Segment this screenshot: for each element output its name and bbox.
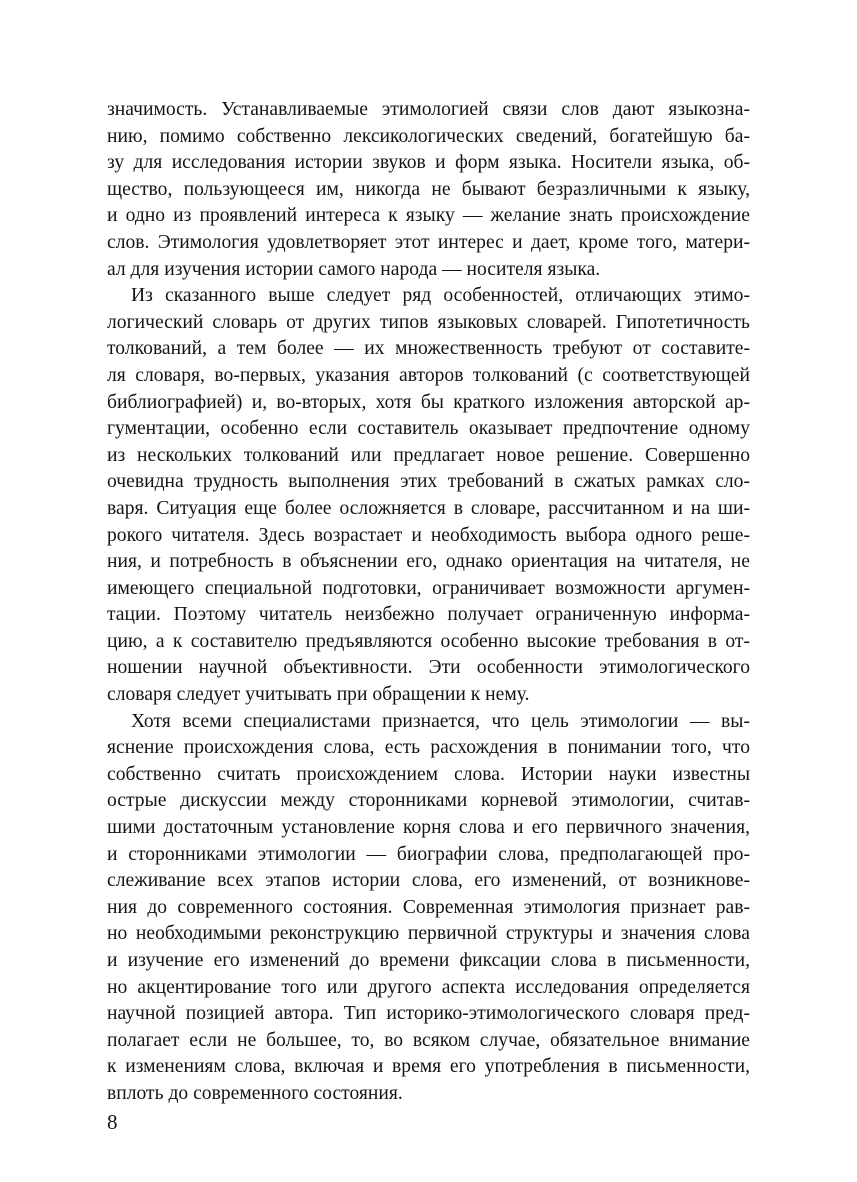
text-line: вплоть до современного состояния.	[107, 1082, 403, 1104]
text-line: имеющего специальной подготовки, ограничивает возможности аргумен-	[107, 577, 750, 599]
text-line: и одно из проявлений интереса к языку — желание знать происхождение	[107, 205, 750, 227]
body-text	[107, 97, 750, 1108]
text-line: ния, и потребность в объяснении его, однако ориентация на читателя, не	[107, 551, 750, 573]
text-line: зу для исследования истории звуков и форм языка. Носители языка, об-	[107, 152, 750, 174]
text-line: библиографией) и, во-вторых, хотя бы краткого изложения авторской ар-	[107, 391, 750, 413]
text-line: острые дискуссии между сторонниками корневой этимологии, считав-	[107, 790, 750, 812]
text-line: ношении научной объективности. Эти особенности этимологического	[107, 657, 750, 679]
text-line: ния до современного состояния. Современная этимология признает рав-	[107, 896, 750, 918]
text-line: цию, а к составителю предъявляются особенно высокие требования в от-	[107, 630, 750, 652]
text-line: слеживание всех этапов истории слова, его изменений, от возникнове-	[107, 870, 750, 892]
text-line: и изучение его изменений до времени фиксации слова в письменности,	[107, 950, 750, 971]
text-line: но необходимыми реконструкцию первичной структуры и значения слова	[107, 923, 750, 945]
text-line: из нескольких толкований или предлагает новое решение. Совершенно	[107, 444, 750, 466]
text-line: Хотя всеми специалистами признается, что цель этимологии — вы-	[131, 710, 750, 732]
text-line: логический словарь от других типов языковых словарей. Гипотетичность	[107, 311, 750, 333]
text-line: собственно считать происхождением слова. Истории науки известны	[107, 763, 750, 785]
text-line: научной позицией автора. Тип историко-этимологического словаря пред-	[107, 1003, 750, 1025]
text-line: шими достаточным установление корня слова и его первичного значения,	[107, 817, 750, 839]
text-line: ал для изучения истории самого народа — носителя языка.	[107, 258, 601, 280]
text-line: Из сказанного выше следует ряд особенностей, отличающих этимо-	[131, 285, 750, 307]
text-line: гументации, особенно если составитель оказывает предпочтение одному	[107, 418, 750, 440]
text-line: словаря следует учитывать при обращении к нему.	[107, 684, 530, 706]
text-line: рокого читателя. Здесь возрастает и необходимость выбора одного реше-	[107, 524, 750, 546]
text-line: щество, пользующееся им, никогда не бывают безразличными к языку,	[107, 178, 750, 200]
text-line: толкований, а тем более — их множественность требуют от составите-	[107, 338, 750, 360]
text-line: полагает если не большее, то, во всяком случае, обязательное внимание	[107, 1029, 750, 1051]
text-line: яснение происхождения слова, есть расхождения в понимании того, что	[107, 737, 750, 759]
text-line: ля словаря, во-первых, указания авторов толкований (с соответствующей	[107, 364, 750, 386]
text-line: тации. Поэтому читатель неизбежно получает ограниченную информа-	[107, 604, 750, 626]
text-line: значимость. Устанавливаемые этимологией связи слов дают языкозна-	[107, 99, 750, 120]
text-line: варя. Ситуация еще более осложняется в словаре, рассчитанном и на ши-	[107, 497, 750, 519]
text-line: и сторонниками этимологии — биографии слова, предполагающей про-	[107, 843, 750, 865]
text-line: но акцентирование того или другого аспекта исследования определяется	[107, 976, 750, 998]
text-line: к изменениям слова, включая и время его употребления в письменности,	[107, 1056, 750, 1078]
page-number: 8	[107, 1110, 118, 1134]
text-line: нию, помимо собственно лексикологических сведений, богатейшую ба-	[107, 125, 750, 147]
text-line: слов. Этимология удовлетворяет этот интерес и дает, кроме того, матери-	[107, 231, 750, 253]
text-line: очевидна трудность выполнения этих требований в сжатых рамках сло-	[107, 471, 750, 493]
